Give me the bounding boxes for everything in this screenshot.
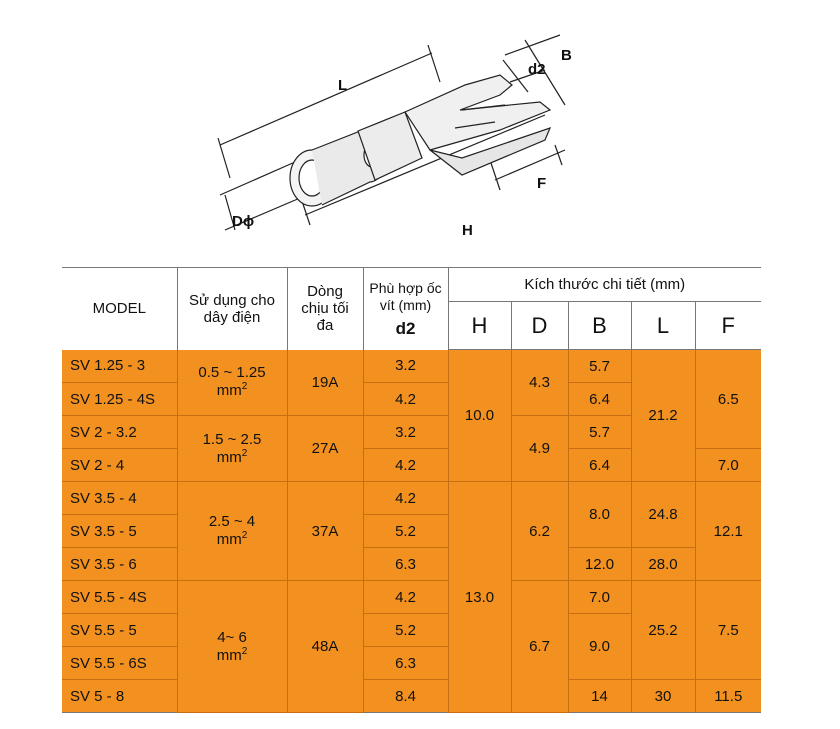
d2-cell: 5.2 (363, 515, 448, 548)
current-cell: 19A (287, 350, 363, 416)
L-cell: 21.2 (631, 350, 695, 482)
d2-cell: 4.2 (363, 383, 448, 416)
model-cell: SV 3.5 - 5 (62, 515, 177, 548)
usage-sup: 2 (241, 645, 248, 657)
header-current-text: Dòng chịu tối đa (301, 283, 349, 335)
model-cell: SV 5.5 - 4S (62, 581, 177, 614)
usage-unit: mm (216, 531, 242, 548)
header-current (287, 268, 363, 350)
usage-sup: 2 (241, 530, 248, 541)
D-cell: 6.2 (511, 482, 568, 581)
d2-cell: 6.3 (363, 647, 448, 680)
header-screw-text: Phù hợp ốc vít (mm) (369, 280, 442, 314)
header-usage (177, 268, 287, 350)
L-cell: 24.8 (631, 482, 695, 548)
table-row (62, 350, 761, 383)
F-cell: 6.5 (695, 350, 761, 449)
current-cell: 37A (287, 482, 363, 581)
L-cell: 30 (631, 680, 695, 713)
current-cell: 48A (287, 581, 363, 713)
table-row (62, 548, 761, 581)
F-cell: 7.0 (695, 449, 761, 482)
B-cell: 14 (568, 680, 631, 713)
usage-sup: 2 (241, 447, 248, 459)
table-row (62, 482, 761, 515)
header-screw (363, 268, 448, 350)
B-cell: 5.7 (568, 416, 631, 449)
F-cell: 12.1 (695, 482, 761, 581)
spec-table (62, 267, 761, 713)
H-cell: 10.0 (448, 350, 511, 482)
d2-cell: 3.2 (363, 350, 448, 383)
d2-cell: 4.2 (363, 449, 448, 482)
usage-range: 0.5 ~ 1.25 (198, 364, 266, 382)
L-cell: 25.2 (631, 581, 695, 680)
usage-unit: mm (216, 448, 242, 466)
usage-cell (177, 482, 287, 581)
header-d2: d2 (395, 319, 416, 339)
L-cell: 28.0 (631, 548, 695, 581)
B-cell: 6.4 (568, 383, 631, 416)
d2-cell: 8.4 (363, 680, 448, 713)
d2-cell: 4.2 (363, 482, 448, 515)
F-cell: 7.5 (695, 581, 761, 680)
header-H: H (448, 302, 511, 350)
table-row (62, 680, 761, 713)
model-cell: SV 1.25 - 4S (62, 383, 177, 416)
model-cell: SV 2 - 3.2 (62, 416, 177, 449)
B-cell: 8.0 (568, 482, 631, 548)
header-usage-text: Sử dụng cho dây điện (189, 291, 275, 326)
current-cell: 27A (287, 416, 363, 482)
B-cell: 7.0 (568, 581, 631, 614)
usage-cell (177, 350, 287, 416)
usage-unit: mm (216, 646, 242, 664)
spade-terminal-diagram (200, 30, 620, 255)
B-cell: 9.0 (568, 614, 631, 680)
d2-cell: 6.3 (363, 548, 448, 581)
d2-cell: 3.2 (363, 416, 448, 449)
model-cell: SV 3.5 - 4 (62, 482, 177, 515)
header-B: B (568, 302, 631, 350)
D-cell: 6.7 (511, 581, 568, 713)
d2-cell: 4.2 (363, 581, 448, 614)
usage-cell (177, 416, 287, 482)
label-F: F (537, 175, 547, 192)
usage-range: 1.5 ~ 2.5 (202, 430, 262, 448)
label-D: Dϕ (232, 213, 255, 230)
usage-unit: mm (216, 382, 242, 400)
usage-cell (177, 581, 287, 713)
header-dimensions: Kích thước chi tiết (mm) (448, 268, 761, 302)
D-cell: 4.9 (511, 416, 568, 482)
label-d2: d2 (528, 61, 546, 78)
model-cell: SV 2 - 4 (62, 449, 177, 482)
label-B: B (561, 47, 572, 64)
B-cell: 12.0 (568, 548, 631, 581)
B-cell: 6.4 (568, 449, 631, 482)
model-cell: SV 5.5 - 5 (62, 614, 177, 647)
label-H: H (462, 222, 473, 239)
usage-sup: 2 (241, 381, 248, 393)
d2-cell: 5.2 (363, 614, 448, 647)
header-D: D (511, 302, 568, 350)
model-cell: SV 5 - 8 (62, 680, 177, 713)
D-cell: 4.3 (511, 350, 568, 416)
H-cell: 13.0 (448, 482, 511, 713)
model-cell: SV 1.25 - 3 (62, 350, 177, 383)
usage-range: 4~ 6 (217, 628, 247, 646)
header-L: L (631, 302, 695, 350)
F-cell: 11.5 (695, 680, 761, 713)
B-cell: 5.7 (568, 350, 631, 383)
header-F: F (695, 302, 761, 350)
label-L: L (338, 77, 348, 94)
model-cell: SV 5.5 - 6S (62, 647, 177, 680)
model-cell: SV 3.5 - 6 (62, 548, 177, 581)
usage-range: 2.5 ~ 4 (208, 513, 256, 530)
table-row (62, 581, 761, 614)
header-model: MODEL (62, 268, 177, 350)
